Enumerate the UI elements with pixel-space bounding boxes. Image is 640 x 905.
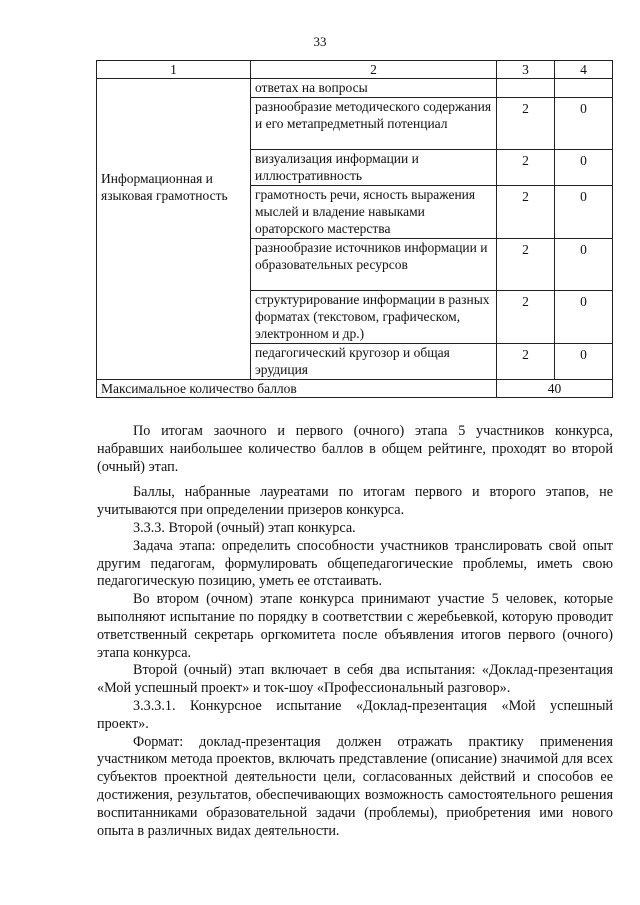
criterion-text: разнообразие методического содержания и его метапредметный потенциал — [254, 99, 492, 131]
page-number: 33 — [313, 34, 327, 49]
criterion-cell — [250, 291, 496, 344]
criterion-text: ответах на вопросы — [254, 80, 368, 95]
criterion-cell — [250, 150, 496, 186]
criterion-cell — [250, 79, 496, 98]
score-cell-3: 2 — [496, 98, 554, 150]
score-cell-3: 2 — [496, 344, 554, 380]
max-score-row — [97, 380, 613, 398]
paragraph: Задача этапа: определить способности участников транслировать свой опыт другим педагогам, формулировать общепедагогические проблемы, иметь свою педагогическую позицию, уметь ее отстаивать. — [97, 537, 613, 590]
max-score-value: 40 — [496, 380, 612, 398]
score-cell-4: 0 — [554, 150, 612, 186]
body-text — [97, 423, 613, 840]
score-cell-4: 0 — [554, 239, 612, 291]
paragraph: По итогам заочного и первого (очного) этапа 5 участников конкурса, набравших наибольшее количество баллов в общем рейтинге, проходят во второй (очный) этап. — [97, 423, 613, 475]
section-heading: 3.3.3. Второй (очный) этап конкурса. — [133, 519, 356, 536]
subsection-heading: 3.3.3.1. Конкурсное испытание «Доклад-презентация «Мой успешный проект». — [97, 697, 613, 732]
criteria-table — [96, 60, 613, 398]
header-col-4: 4 — [554, 61, 612, 79]
criterion-text: визуализация информации и иллюстративность — [254, 151, 419, 183]
score-cell-3 — [496, 79, 554, 98]
paragraph: Во втором (очном) этапе конкурса принимают участие 5 человек, которые выполняют испытание по порядку в соответствии с жеребьевкой, которую проводит ответственный секретарь оргкомитета после объявления итогов первого (очного) этапа конкурса. — [97, 591, 613, 661]
criterion-text: педагогический кругозор и общая эрудиция — [254, 345, 450, 377]
header-col-1: 1 — [97, 61, 251, 79]
score-cell-4: 0 — [554, 186, 612, 239]
score-cell-3: 2 — [496, 150, 554, 186]
criterion-text: разнообразие источников информации и образовательных ресурсов — [254, 240, 488, 272]
criterion-cell — [250, 186, 496, 239]
score-cell-4: 0 — [554, 98, 612, 150]
score-cell-4: 0 — [554, 291, 612, 344]
criterion-cell — [250, 344, 496, 380]
paragraph: Баллы, набранные лауреатами по итогам первого и второго этапов, не учитываются при определении призеров конкурса. — [97, 484, 613, 519]
score-cell-3: 2 — [496, 239, 554, 291]
criterion-text: структурирование информации в разных форматах (текстовом, графическом, электронном и др.) — [254, 292, 490, 341]
header-col-2: 2 — [250, 61, 496, 79]
criterion-cell — [250, 98, 496, 150]
criterion-cell — [250, 239, 496, 291]
table-header-row — [97, 61, 613, 79]
group-cell — [97, 79, 251, 380]
group-label: Информационная и языковая грамотность — [101, 171, 228, 203]
max-score-label: Максимальное количество баллов — [97, 380, 497, 398]
paragraph: Второй (очный) этап включает в себя два испытания: «Доклад-презентация «Мой успешный проект» и ток-шоу «Профессиональный разговор». — [97, 662, 613, 697]
score-cell-3: 2 — [496, 291, 554, 344]
table-row — [97, 79, 613, 98]
criterion-text: грамотность речи, ясность выражения мыслей и владение навыками ораторского мастерства — [254, 187, 476, 236]
score-cell-4 — [554, 79, 612, 98]
score-cell-3: 2 — [496, 186, 554, 239]
header-col-3: 3 — [496, 61, 554, 79]
paragraph: Формат: доклад-презентация должен отражать практику применения участником метода проектов, включать представление (описание) значимой для всех субъектов проектной деятельности цели, согласованных действий и способов ее достижения, результатов, обеспечивающих возможность самостоятельного решения воспитанниками образовательной задачи (проблемы), приобретения ими нового опыта в различных видах деятельности. — [97, 733, 613, 839]
score-cell-4: 0 — [554, 344, 612, 380]
